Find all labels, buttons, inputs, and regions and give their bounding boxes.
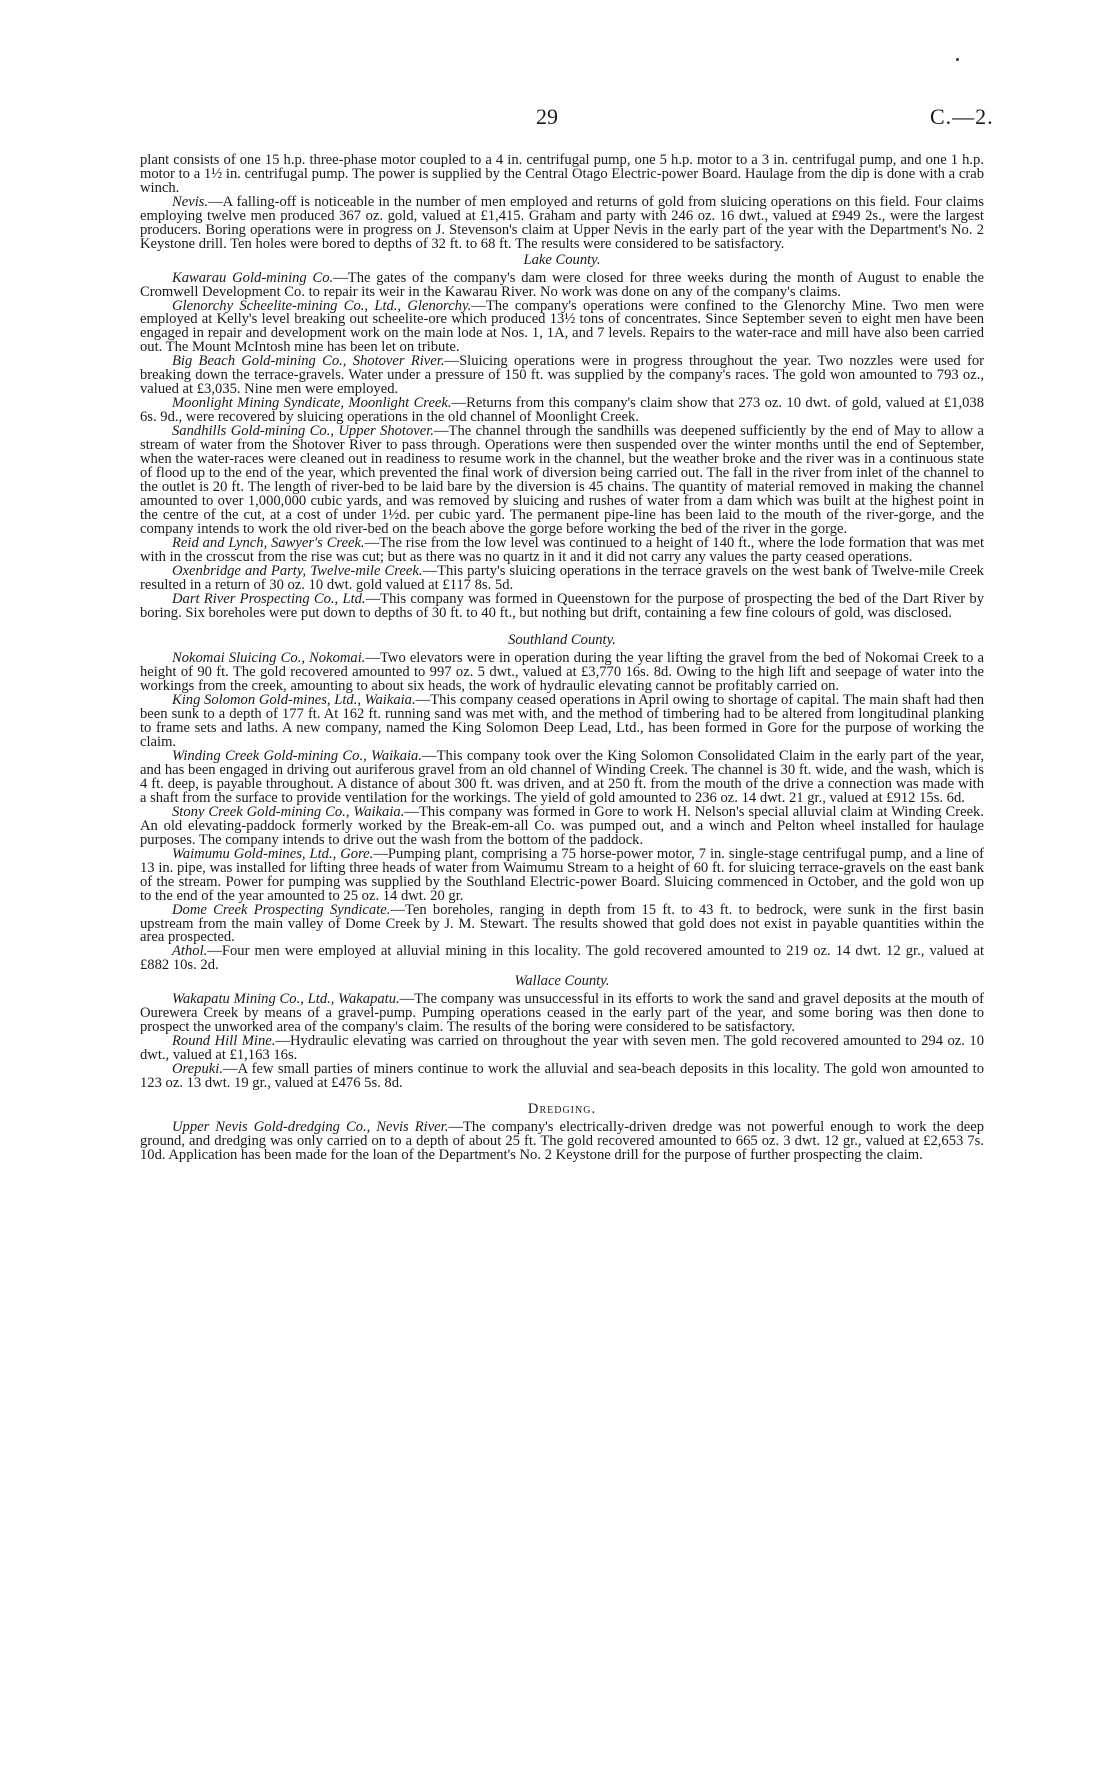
paragraph-text: —The company's operations were confined to the Glenorchy Mine. Two men were employed at Kelly's level breaking out scheelite-ore which produced 13½ tons of concentrates. Since September seven to eight men have been engaged in repair and development work on the main lode at Nos. 1, 1A, and 7 levels. Repairs to the water-race and mill have also been carried out. The Mount McIntosh mine has been let on tribute.	[140, 297, 984, 356]
paragraph-text: —The rise from the low level was continued to a height of 140 ft., where the lode formation that was met with in the crosscut from the rise was cut; but as there was no quartz in it and it did not carry any values the party ceased operations.	[140, 534, 984, 565]
paragraph-lead: King Solomon Gold-mines, Ltd., Waikaia.	[172, 692, 416, 709]
paragraph-lead: Round Hill Mine.	[172, 1033, 276, 1050]
paragraph	[140, 590, 984, 621]
paragraph-lead: Wakapatu Mining Co., Ltd., Wakapatu.	[172, 991, 400, 1008]
paragraph-lead: Orepuki.	[172, 1061, 223, 1078]
paragraph-text: —Two elevators were in operation during the year lifting the gravel from the bed of Nokomai Creek to a height of 90 ft. The gold recovered amounted to 997 oz. 5 dwt., valued at £3,770 16s. 8d. Owing to the high lift and seepage of water into the workings from the creek, amounting to about six heads, the work of hydraulic elevating cannot be profitably carried on.	[140, 650, 984, 695]
paragraph-text: —This company took over the King Solomon Consolidated Claim in the early part of the year, and has been engaged in driving out auriferous gravel from an old channel of Winding Creek. The channel is 30 ft. wide, and the wash, which is 4 ft. deep, is payable throughout. A distance of about 300 ft. was driven, and at 250 ft. from the mouth of the drive a connection was made with a shaft from the surface to provide ventilation for the workings. The yield of gold amounted to 236 oz. 14 dwt. 21 gr., valued at £912 15s. 6d.	[140, 748, 985, 806]
paragraph	[140, 901, 984, 946]
section-heading: Southland County.	[508, 632, 616, 649]
paragraph-lead: Athol.	[172, 943, 208, 960]
paragraph-text: —Hydraulic elevating was carried on throughout the year with seven men. The gold recovered amounted to 294 oz. 10 dwt., valued at £1,163 16s.	[140, 1033, 984, 1064]
paragraph-lead: Upper Nevis Gold-dredging Co., Nevis River.	[172, 1118, 449, 1135]
paragraph	[140, 694, 984, 750]
paragraph-text: —Four men were employed at alluvial mining in this locality. The gold recovered amounted to 219 oz. 14 dwt. 12 gr., valued at £882 10s. 2d.	[140, 943, 984, 974]
paragraph-text: —Pumping plant, comprising a 75 horse-power motor, 7 in. single-stage centrifugal pump, and a line of 13 in. pipe, was installed for lifting three heads of water from Waimumu Stream to a height of 60 ft. for sluicing terrace-gravels on the east bank of the stream. Power for pumping was supplied by the Southland Electric-power Board. Sluicing commenced in October, and the gold won up to the end of the year amounted to 25 oz. 14 dwt. 20 gr.	[140, 845, 984, 904]
paragraph	[140, 562, 984, 593]
paragraph-text: —The gates of the company's dam were closed for three weeks during the month of August to enable the Cromwell Development Co. to repair its weir in the Kawarau River. No work was done on any of the company's claims.	[140, 269, 984, 300]
paragraph-text: —The company's electrically-driven dredge was not powerful enough to work the deep ground, and dredging was only carried on to a depth of about 25 ft. The gold recovered amounted to 665 oz. 3 dwt. 12 gr., valued at £2,653 7s. 10d. Application has been made for the loan of the Department's No. 2 Keystone drill for the purpose of further prospecting the claim.	[140, 1118, 984, 1163]
paragraph-lead: Moonlight Mining Syndicate, Moonlight Creek.	[172, 395, 452, 412]
paragraph-lead: Big Beach Gold-mining Co., Shotover River.	[172, 353, 445, 370]
paragraph	[140, 993, 984, 1035]
paragraph-text: —The company was unsuccessful in its efforts to work the sand and gravel deposits at the mouth of Ourewera Creek by means of a gravel-pump. Pumping operations ceased in the early part of the year, and some boring was then done to prospect the unworked area of the company's claim. The results of the boring were considered to be satisfactory.	[140, 991, 984, 1036]
paragraph-lead: Waimumu Gold-mines, Ltd., Gore.	[172, 845, 374, 862]
paragraph-text: —A few small parties of miners continue to work the alluvial and sea-beach deposits in this locality. The gold won amounted to 123 oz. 13 dwt. 19 gr., valued at £476 5s. 8d.	[140, 1061, 984, 1091]
paragraph-text: —Returns from this company's claim show that 273 oz. 10 dwt. of gold, valued at £1,038 6s. 9d., were recovered by sluicing operations in the old channel of Moonlight Creek.	[140, 395, 984, 426]
paragraph-lead: Kawarau Gold-mining Co.	[172, 269, 334, 286]
section-heading: Dredging.	[527, 1100, 597, 1117]
paragraph	[140, 1035, 984, 1063]
paragraph-lead: Sandhills Gold-mining Co., Upper Shotover.	[172, 423, 434, 440]
paragraph	[140, 397, 984, 425]
paragraph-text: —The channel through the sandhills was deepened sufficiently by the end of May to allow a stream of water from the Shotover River to pass through. Operations were then suspended over the winter months until the end of September, when the water-races were cleaned out in readiness to resume work in the channel, but the weather broke and the river was in a continuous state of flood up to the end of the year, which prevented the final work of diversion being carried out. The fall in the river from inlet of the channel to the outlet is 20 ft. The length of river-bed to be laid bare by the diversion is 45 chains. The quantity of material removed in making the channel amounted to over 1,000,000 cubic yards, and was removed by sluicing and rushes of water from a dam which was built at the highest point in the centre of the cut, at a cost of under 1½d. per cubic yard. The permanent pipe-line has been laid to the mouth of the river-gorge, and the company intends to work the old river-bed on the beach above the gorge before working the bed of the river in the gorge.	[140, 423, 985, 537]
paragraph-lead: Oxenbridge and Party, Twelve-mile Creek.	[172, 562, 423, 579]
paragraph	[140, 1063, 984, 1091]
document-reference: C.—2.	[930, 104, 994, 129]
paragraph	[140, 269, 984, 300]
section-heading: Lake County.	[523, 251, 601, 268]
paragraph-lead: Nokomai Sluicing Co., Nokomai.	[172, 650, 366, 667]
paragraph	[140, 193, 984, 252]
paragraph-text: plant consists of one 15 h.p. three-phase motor coupled to a 4 in. centrifugal pump, one 5 h.p. motor to a 3 in. centrifugal pump, and one 1 h.p. motor to a 1½ in. centrifugal pump. The power is supplied by the Central Otago Electric-power Board. Haulage from the dip is done with a crab winch.	[140, 152, 984, 196]
report-body	[140, 154, 984, 1163]
paragraph-text: —Sluicing operations were in progress throughout the year. Two nozzles were used for breaking down the terrace-gravels. Water under a pressure of 150 ft. was supplied by the company's races. The gold won amounted to 793 oz., valued at £3,035. Nine men were employed.	[140, 353, 984, 398]
paragraph-lead: Dart River Prospecting Co., Ltd.	[172, 590, 366, 607]
paragraph-lead: Reid and Lynch, Sawyer's Creek.	[172, 534, 365, 551]
paragraph	[140, 803, 984, 848]
paragraph	[140, 355, 984, 397]
paragraph	[140, 297, 984, 356]
paragraph	[140, 750, 984, 806]
paragraph-lead: Glenorchy Scheelite-mining Co., Ltd., Glenorchy.	[172, 297, 472, 314]
paragraph	[140, 425, 984, 537]
paragraph-text: —Ten boreholes, ranging in depth from 15 ft. to 43 ft. to bedrock, were sunk in the first basin upstream from the main valley of Dome Creek by J. M. Stewart. The results showed that gold does not exist in payable quantities within the area prospected.	[140, 901, 984, 946]
paragraph	[140, 945, 984, 973]
paragraph-lead: Dome Creek Prospecting Syndicate.	[172, 901, 391, 918]
paragraph-text: —This party's sluicing operations in the terrace gravels on the west bank of Twelve-mile Creek resulted in a return of 30 oz. 10 dwt. gold valued at £117 8s. 5d.	[140, 562, 984, 593]
section-heading: Wallace County.	[514, 973, 610, 990]
paragraph	[140, 154, 984, 196]
paragraph-text: —This company was formed in Gore to work H. Nelson's special alluvial claim at Winding Creek. An old elevating-paddock formerly worked by the Break-em-all Co. was pumped out, and a winch and Pelton wheel installed for haulage purposes. The company intends to drive out the wash from the bottom of the paddock.	[140, 803, 984, 848]
paragraph-lead: Nevis.	[172, 193, 209, 210]
paragraph-text: —This company was formed in Queenstown for the purpose of prospecting the bed of the Dart River by boring. Six boreholes were put down to depths of 30 ft. to 40 ft., but nothing but drift, containing a few fine colours of gold, was disclosed.	[140, 590, 984, 621]
page-number: 29	[536, 104, 558, 129]
paragraph-text: —This company ceased operations in April owing to shortage of capital. The main shaft had then been sunk to a depth of 177 ft. At 162 ft. running sand was met with, and the method of timbering had to be altered from longitudinal planking to frame sets and laths. A new company, named the King Solomon Deep Lead, Ltd., has been formed in Gore for the purpose of working the claim.	[140, 692, 984, 751]
paragraph-lead: Winding Creek Gold-mining Co., Waikaia.	[172, 748, 423, 765]
paragraph	[140, 845, 984, 904]
paragraph	[140, 652, 984, 694]
paragraph-lead: Stony Creek Gold-mining Co., Waikaia.	[172, 803, 405, 820]
paragraph	[140, 534, 984, 565]
paragraph-text: —A falling-off is noticeable in the number of men employed and returns of gold from sluicing operations on this field. Four claims employing twelve men produced 367 oz. gold, valued at £1,415. Graham and party with 246 oz. 16 dwt., valued at £949 2s., were the largest producers. Boring operations were in progress on J. Stevenson's claim at Upper Nevis in the early part of the year with the Department's No. 2 Keystone drill. Ten holes were bored to depths of 32 ft. to 68 ft. The results were considered to be satisfactory.	[140, 193, 984, 252]
paragraph	[140, 1118, 984, 1163]
speck-mark	[956, 58, 959, 61]
